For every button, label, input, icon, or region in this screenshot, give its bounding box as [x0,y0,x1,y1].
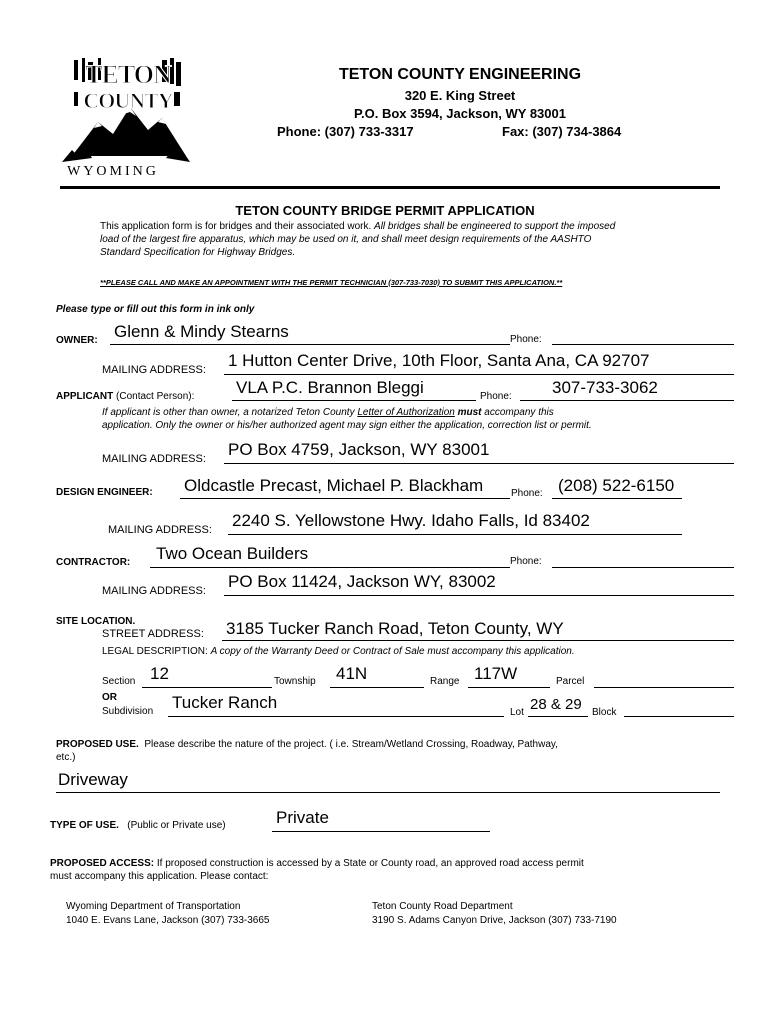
call-note: **PLEASE CALL AND MAKE AN APPOINTMENT WITH THE PERMIT TECHNICIAN (307-733-7030) TO SUBMIT THIS APPLICATION.** [100,278,563,287]
proposed-use-note-2: etc.) [56,752,76,763]
applicant-address-value[interactable]: PO Box 4759, Jackson, WY 83001 [228,440,490,459]
applicant-phone-value[interactable]: 307-733-3062 [552,378,658,397]
township-label: Township [274,676,316,687]
section-value[interactable]: 12 [150,664,169,683]
contractor-value[interactable]: Two Ocean Builders [156,544,309,563]
subdivision-label: Subdivision [102,706,154,717]
applicant-note [102,406,742,432]
type-of-use-line [272,831,490,832]
applicant-value[interactable]: VLA P.C. Brannon Bleggi [236,378,424,397]
owner-phone-label: Phone: [510,334,542,345]
engineer-line [180,498,510,499]
section-label: Section [102,676,136,687]
owner-label: OWNER: [56,335,98,346]
wydot-name: Wyoming Department of Transportation [66,901,241,912]
type-of-use [50,820,226,831]
applicant-note-2: application. Only the owner or his/her authorized agent may sign either the application, correction list or permit. [102,420,592,431]
owner-line [110,344,510,345]
contractor-address-value[interactable]: PO Box 11424, Jackson WY, 83002 [228,572,496,591]
proposed-use-value[interactable]: Driveway [58,770,128,789]
type-of-use-note: (Public or Private use) [127,820,226,831]
applicant-label-group [56,391,194,402]
intro-plain: This application form is for bridges and their associated work. [100,221,372,232]
form-intro [100,220,740,259]
type-of-use-label: TYPE OF USE. [50,820,119,831]
engineer-phone-label: Phone: [511,488,543,499]
subdivision-line [168,716,504,717]
township-value[interactable]: 41N [336,664,368,683]
applicant-address-line [224,463,734,464]
owner-address-label: MAILING ADDRESS: [102,364,206,376]
subdivision-value[interactable]: Tucker Ranch [172,693,278,712]
engineer-label: DESIGN ENGINEER: [56,487,153,498]
intro-italic-3: Standard Specification for Highway Bridges. [100,247,296,258]
contact-person-label: (Contact Person): [116,391,195,402]
owner-phone-line [552,344,734,345]
proposed-use-label: PROPOSED USE. [56,739,139,750]
owner-address-line [224,374,734,375]
street-address-line [222,640,734,641]
engineer-address-value[interactable]: 2240 S. Yellowstone Hwy. Idaho Falls, Id 83402 [232,511,590,530]
county-road-address: 3190 S. Adams Canyon Drive, Jackson (307) 733-7190 [372,915,617,926]
org-po-box: P.O. Box 3594, Jackson, WY 83001 [354,106,566,121]
legal-description [102,646,575,657]
contractor-label: CONTRACTOR: [56,557,131,568]
lot-label: Lot [510,707,524,718]
engineer-phone-line [552,498,682,499]
parcel-line [594,687,734,688]
engineer-phone-value[interactable]: (208) 522-6150 [558,476,675,495]
legal-description-note: A copy of the Warranty Deed or Contract of Sale must accompany this application. [210,646,575,657]
contractor-address-line [224,595,734,596]
proposed-access [50,857,750,883]
applicant-line [232,400,476,401]
or-label: OR [102,692,117,703]
proposed-access-note-2: must accompany this application. Please contact: [50,871,269,882]
township-line [330,687,424,688]
proposed-use-line [56,792,720,793]
ink-note: Please type or fill out this form in ink only [56,304,255,315]
wydot-contact [66,900,269,928]
parcel-label: Parcel [556,676,585,687]
form-title: TETON COUNTY BRIDGE PERMIT APPLICATION [235,203,535,218]
header-divider [60,186,720,189]
logo-text-line-1: TETON [85,60,171,89]
contractor-address-label: MAILING ADDRESS: [102,585,206,597]
proposed-use [56,738,736,764]
legal-description-label: LEGAL DESCRIPTION: [102,646,208,657]
engineer-value[interactable]: Oldcastle Precast, Michael P. Blackham [184,476,484,495]
applicant-phone-line [520,400,734,401]
intro-italic-1: All bridges shall be engineered to support the imposed [374,221,616,232]
applicant-label: APPLICANT [56,391,114,402]
county-road-contact [372,900,617,928]
applicant-address-label: MAILING ADDRESS: [102,453,206,465]
owner-address-value[interactable]: 1 Hutton Center Drive, 10th Floor, Santa Ana, CA 92707 [228,351,650,370]
teton-county-logo [58,52,193,182]
street-address-label: STREET ADDRESS: [102,628,204,640]
proposed-access-note-1: If proposed construction is accessed by a State or County road, an approved road access permit [156,858,584,869]
range-line [468,687,550,688]
range-value[interactable]: 117W [474,664,518,683]
engineer-address-label: MAILING ADDRESS: [108,524,212,536]
block-label: Block [592,707,617,718]
applicant-note-1b: Letter of Authorization [357,407,455,418]
owner-value[interactable]: Glenn & Mindy Stearns [114,322,289,341]
org-fax: Fax: (307) 734-3864 [502,124,622,139]
engineer-address-line [228,534,682,535]
proposed-access-label: PROPOSED ACCESS: [50,858,155,869]
section-line [142,687,272,688]
org-street: 320 E. King Street [404,88,516,103]
street-address-value[interactable]: 3185 Tucker Ranch Road, Teton County, WY [226,619,564,638]
org-name: TETON COUNTY ENGINEERING [338,66,582,83]
proposed-use-note-1: Please describe the nature of the project. ( i.e. Stream/Wetland Crossing, Roadway, Pathway, [144,739,558,750]
wydot-address: 1040 E. Evans Lane, Jackson (307) 733-3665 [66,915,270,926]
applicant-note-1c: must [454,407,482,418]
contractor-phone-label: Phone: [510,556,542,567]
logo-subtext: WYOMING [67,164,159,179]
contractor-phone-line [552,567,734,568]
org-phone: Phone: (307) 733-3317 [277,124,414,139]
block-line [624,716,734,717]
county-road-name: Teton County Road Department [372,901,513,912]
site-location-label: SITE LOCATION. [56,616,136,627]
applicant-note-1a: If applicant is other than owner, a notarized Teton County [102,407,358,418]
applicant-note-1d: accompany this [481,407,554,418]
contractor-line [150,567,510,568]
type-of-use-value[interactable]: Private [276,808,329,827]
range-label: Range [430,676,460,687]
lot-value[interactable]: 28 & 29 [530,696,582,713]
logo-text-line-2: COUNTY [83,88,173,113]
lot-line [528,716,588,717]
applicant-phone-label: Phone: [480,391,512,402]
intro-italic-2: load of the largest fire apparatus, which may be used on it, and shall meet design requirements of the AASHTO [100,234,592,245]
